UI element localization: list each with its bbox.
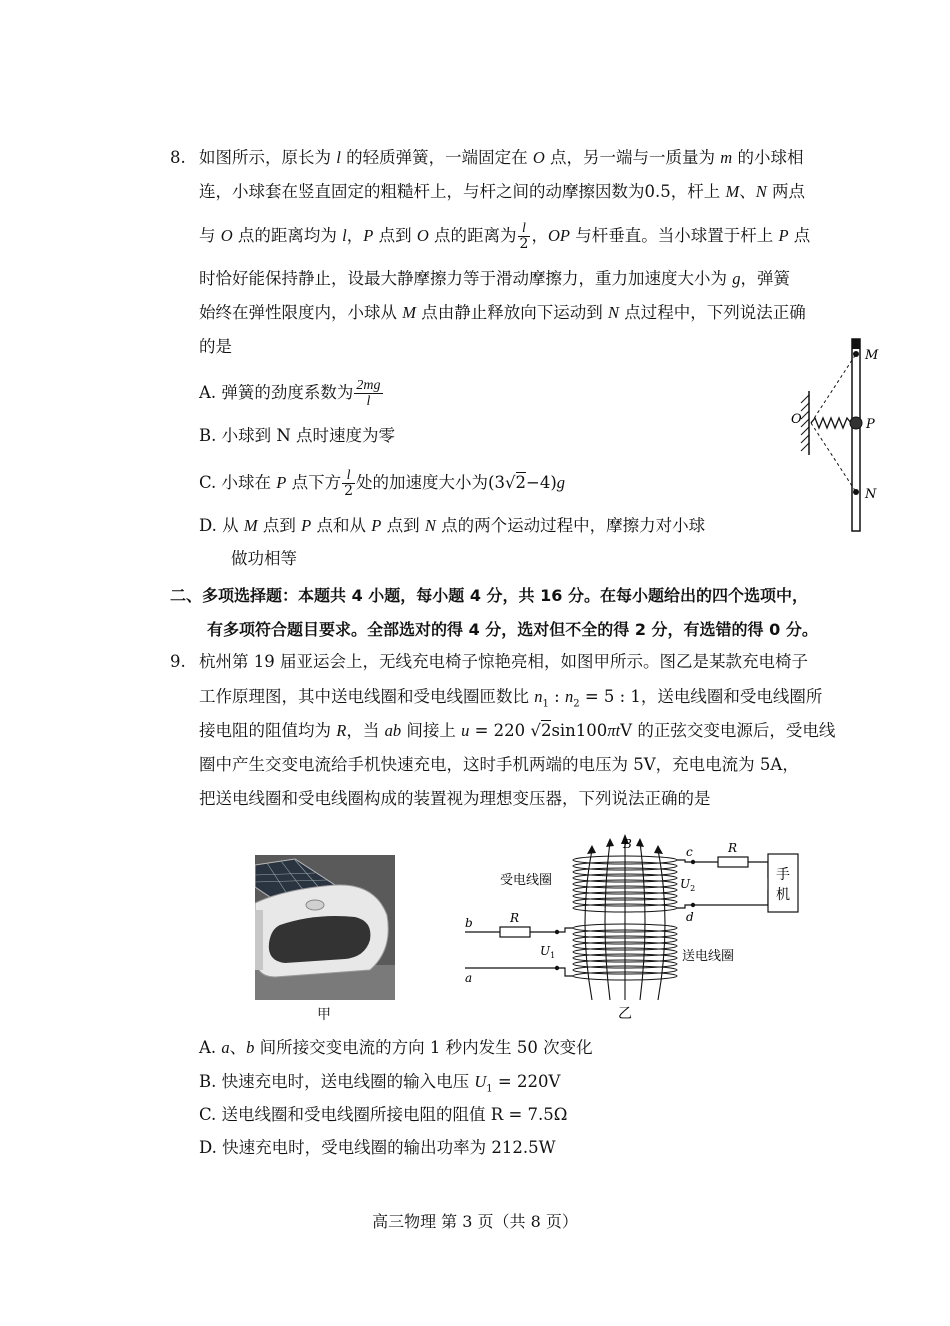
q8-spring-rod-figure — [785, 335, 895, 535]
phone-box — [768, 854, 798, 912]
q8-option-d: D. 从 M 点到 P 点和从 P 点到 N 点的两个运动过程中，摩擦力对小球 — [199, 516, 706, 535]
fraction-2mg-over-l: $\frac{2mg}{l}$ — [356, 378, 381, 409]
terminal-d — [691, 903, 695, 907]
section-2-heading-2: 有多项符合题目要求。全部选对的得 4 分，选对但不全的得 2 分，有选错的得 0 分。 — [207, 620, 818, 639]
q8-option-b: B. 小球到 N 点时速度为零 — [199, 426, 396, 445]
label-d: d — [686, 910, 694, 924]
page-footer: 高三物理 第 3 页（共 8 页） — [372, 1212, 578, 1231]
rod — [852, 339, 860, 531]
label-c: c — [686, 845, 693, 859]
q9-line-1: 杭州第 19 届亚运会上，无线充电椅子惊艳亮相，如图甲所示。图乙是某款充电椅子 — [199, 652, 808, 671]
q8-line-6: 的是 — [199, 337, 232, 356]
rod-top-cap — [852, 339, 860, 349]
q8-option-a: A. 弹簧的劲度系数为 $\frac{2mg}{l}$ — [199, 378, 381, 409]
q8-option-c: C. 小球在 P 点下方 $\frac{l}{2}$ 处的加速度大小为(3√2−4)g — [199, 468, 566, 499]
q8-line-3: 与 O 点的距离均为 l，P 点到 O 点的距离为 $\frac{l}{2}$ ，OP 与杆垂直。当小球置于杆上 P 点 — [199, 221, 811, 252]
label-a: a — [465, 971, 473, 985]
spring — [811, 418, 851, 428]
q9-line-3: 接电阻的阻值均为 R，当 ab 间接上 u = 220 √2sin100πtV 的正弦交变电源后，受电线 — [199, 721, 836, 740]
point-m — [853, 351, 859, 357]
q8-number: 8. — [170, 148, 186, 167]
resistor-primary — [500, 927, 530, 937]
sqrt-symbol-2: √ — [530, 721, 541, 740]
wall-hatch — [801, 395, 809, 451]
phone-label-1: 手 — [776, 867, 790, 883]
label-p: P — [866, 417, 875, 432]
q9-line-4: 圈中产生交变电流给手机快速充电，这时手机两端的电压为 5V，充电电流为 5A， — [199, 755, 799, 774]
q8-line-5: 始终在弹性限度内，小球从 M 点由静止释放向下运动到 N 点过程中，下列说法正确 — [199, 303, 806, 322]
figure-label-yi: 乙 — [618, 1006, 632, 1022]
q9-line-5: 把送电线圈和受电线圈构成的装置视为理想变压器，下列说法正确的是 — [199, 789, 711, 808]
phone-label-2: 机 — [776, 887, 790, 903]
dashed-on — [811, 423, 856, 492]
q9-option-a: A. a、b 间所接交变电流的方向 1 秒内发生 50 次变化 — [199, 1038, 593, 1057]
label-sending-coil: 送电线圈 — [682, 949, 735, 964]
label-u2: $U_2$ — [680, 877, 696, 893]
q8-line-2: 连，小球套在竖直固定的粗糙杆上，与杆之间的动摩擦因数为0.5，杆上 M、N 两点 — [199, 182, 806, 201]
fraction-l-over-2: $\frac{l}{2}$ — [519, 221, 529, 252]
sqrt-symbol: √ — [504, 473, 516, 492]
node-u1-top — [555, 930, 559, 934]
q9-number: 9. — [170, 652, 186, 671]
resistor-secondary — [718, 857, 748, 867]
label-receiving-coil: 受电线圈 — [500, 873, 553, 888]
ball-p — [850, 417, 862, 429]
chair-photo — [255, 855, 395, 1000]
node-u1-bottom — [555, 966, 559, 970]
q8-option-d-cont: 做功相等 — [231, 549, 297, 568]
q8-line-1: 如图所示，原长为 l 的轻质弹簧，一端固定在 O 点，另一端与一质量为 m 的小球相 — [199, 148, 804, 167]
label-r-left: R — [510, 911, 520, 925]
q9-line-2: 工作原理图，其中送电线圈和受电线圈匝数比 $n_1$ : $n_2 = 5$ : 1，送电线圈和受电线圈所 — [199, 687, 823, 710]
label-r-top: R — [728, 841, 738, 855]
label-o: O — [791, 412, 802, 427]
q9-option-c: C. 送电线圈和受电线圈所接电阻的阻值 R = 7.5Ω — [199, 1105, 568, 1124]
label-b-field: B — [623, 837, 632, 851]
dashed-om — [811, 354, 856, 423]
label-b: b — [465, 916, 473, 930]
label-n: N — [865, 487, 877, 502]
section-2-heading-1: 二、多项选择题：本题共 4 小题，每小题 4 分，共 16 分。在每小题给出的四个选项中， — [170, 586, 808, 605]
label-u1: $U_1$ — [540, 944, 556, 960]
q8-line-4: 时恰好能保持静止，设最大静摩擦力等于滑动摩擦力，重力加速度大小为 g，弹簧 — [199, 269, 790, 288]
fraction-l-over-2-c: $\frac{l}{2}$ — [344, 468, 354, 499]
terminal-c — [691, 860, 695, 864]
figure-label-jia: 甲 — [317, 1007, 331, 1023]
label-m: M — [865, 348, 879, 363]
chair-side — [255, 910, 263, 970]
q9-option-d: D. 快速充电时，受电线圈的输出功率为 212.5W — [199, 1138, 556, 1157]
transformer-circuit-diagram — [460, 832, 810, 1024]
q9-option-b: B. 快速充电时，送电线圈的输入电压 $U_1 = 220V$ — [199, 1072, 561, 1095]
charger-pad — [306, 900, 324, 910]
point-n — [853, 489, 859, 495]
